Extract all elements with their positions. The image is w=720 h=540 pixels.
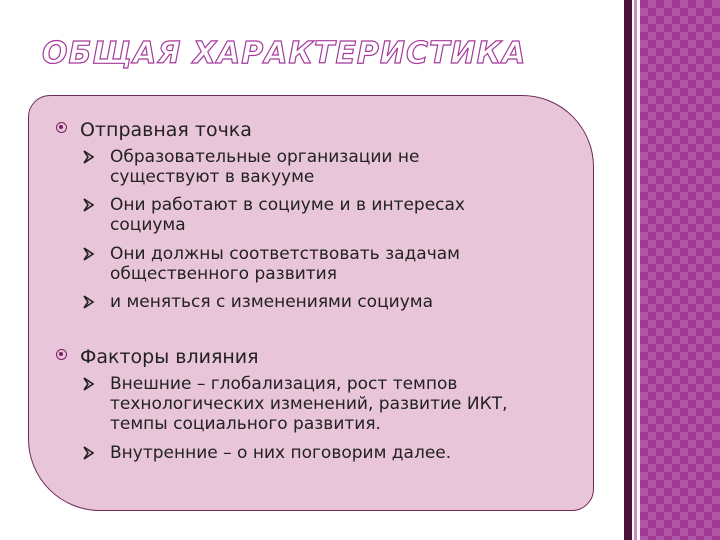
arrow-bullet-icon [82, 293, 96, 311]
arrow-bullet-icon [82, 148, 96, 166]
arrow-bullet-icon [82, 196, 96, 214]
list-item: Образовательные организации не существуют в вакууме [110, 147, 580, 187]
decorative-side-strip [640, 0, 720, 540]
arrow-bullet-icon [82, 375, 96, 393]
list-item: Внутренние – о них поговорим далее. [110, 443, 580, 463]
list-item: Внешние – глобализация, рост темпов технологических изменений, развитие ИКТ, темпы социального развития. [110, 374, 580, 434]
side-divider-light [634, 0, 637, 540]
list-item: Они работают в социуме и в интересах социума [110, 195, 580, 235]
arrow-bullet-icon [82, 444, 96, 462]
section-heading-start-point: Отправная точка [80, 118, 252, 142]
circle-bullet-icon [56, 349, 67, 360]
arrow-bullet-icon [82, 245, 96, 263]
list-item: Они должны соответствовать задачам общественного развития [110, 244, 580, 284]
list-item: и меняться с изменениями социума [110, 292, 580, 312]
slide-title: ОБЩАЯ ХАРАКТЕРИСТИКА [42, 36, 527, 71]
circle-bullet-icon [56, 122, 67, 133]
side-divider [624, 0, 632, 540]
section-heading-factors: Факторы влияния [80, 345, 259, 369]
